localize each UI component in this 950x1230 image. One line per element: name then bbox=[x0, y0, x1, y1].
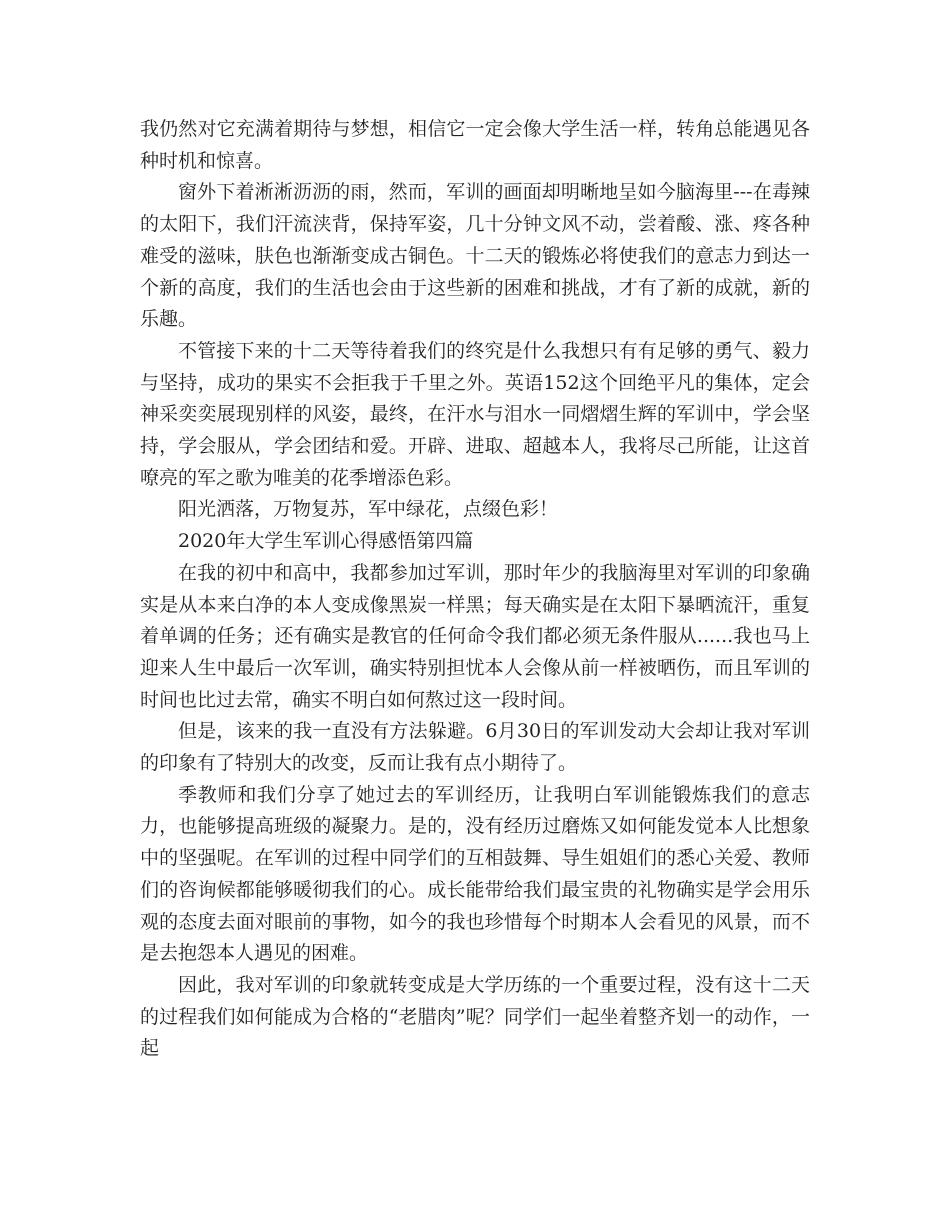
paragraph-continuation: 我仍然对它充满着期待与梦想，相信它一定会像大学生活一样，转角总能遇见各种时机和惊喜。 bbox=[140, 118, 810, 172]
paragraph: 但是，该来的我一直没有方法躲避。6月30日的军训发动大会却让我对军训的印象有了特别大的改变，反而让我有点小期待了。 bbox=[140, 720, 810, 775]
paragraph: 不管接下来的十二天等待着我们的终究是什么我想只有有足够的勇气、毅力与坚持，成功的果实不会拒我于千里之外。英语152这个回绝平凡的集体，定会神采奕奕展现别样的风姿，最终，在汗水与泪水一同熠熠生辉的军训中，学会坚持，学会服从，学会团结和爱。开辟、进取、超越本人，我将尽己所能，让这首嘹亮的军之歌为唯美的花季增添色彩。 bbox=[140, 339, 810, 489]
section-heading: 2020年大学生军训心得感悟第四篇 bbox=[178, 530, 474, 553]
paragraph: 窗外下着淅淅沥沥的雨，然而，军训的画面却明晰地呈如今脑海里---在毒辣的太阳下，我们汗流浃背，保持军姿，几十分钟文风不动，尝着酸、涨、疼各种难受的滋味，肤色也渐渐变成古铜色。十二天的锻炼必将使我们的意志力到达一个新的高度，我们的生活也会由于这些新的困难和挑战，才有了新的成就，新的乐趣。 bbox=[140, 181, 810, 331]
paragraph: 因此，我对军训的印象就转变成是大学历练的一个重要过程，没有这十二天的过程我们如何能成为合格的“老腊肉”呢？同学们一起坐着整齐划一的动作，一起 bbox=[140, 973, 810, 1060]
paragraph: 阳光洒落，万物复苏，军中绿花，点缀色彩！ bbox=[178, 498, 559, 521]
paragraph: 在我的初中和高中，我都参加过军训，那时年少的我脑海里对军训的印象确实是从本来白净的本人变成像黑炭一样黑；每天确实是在太阳下暴晒流汗，重复着单调的任务；还有确实是教官的任何命令我们都必须无条件服从......我也马上迎来人生中最后一次军训，确实特别担忧本人会像从前一样被晒伤，而且军训的时间也比过去常，确实不明白如何熬过这一段时间。 bbox=[140, 561, 810, 711]
paragraph: 季教师和我们分享了她过去的军训经历，让我明白军训能锻炼我们的意志力，也能够提高班级的凝聚力。是的，没有经历过磨炼又如何能发觉本人比想象中的坚强呢。在军训的过程中同学们的互相鼓舞、导生姐姐们的悉心关爱、教师们的咨询候都能够暖彻我们的心。成长能带给我们最宝贵的礼物确实是学会用乐观的态度去面对眼前的事物，如今的我也珍惜每个时期本人会看见的风景，而不是去抱怨本人遇见的困难。 bbox=[140, 783, 810, 965]
